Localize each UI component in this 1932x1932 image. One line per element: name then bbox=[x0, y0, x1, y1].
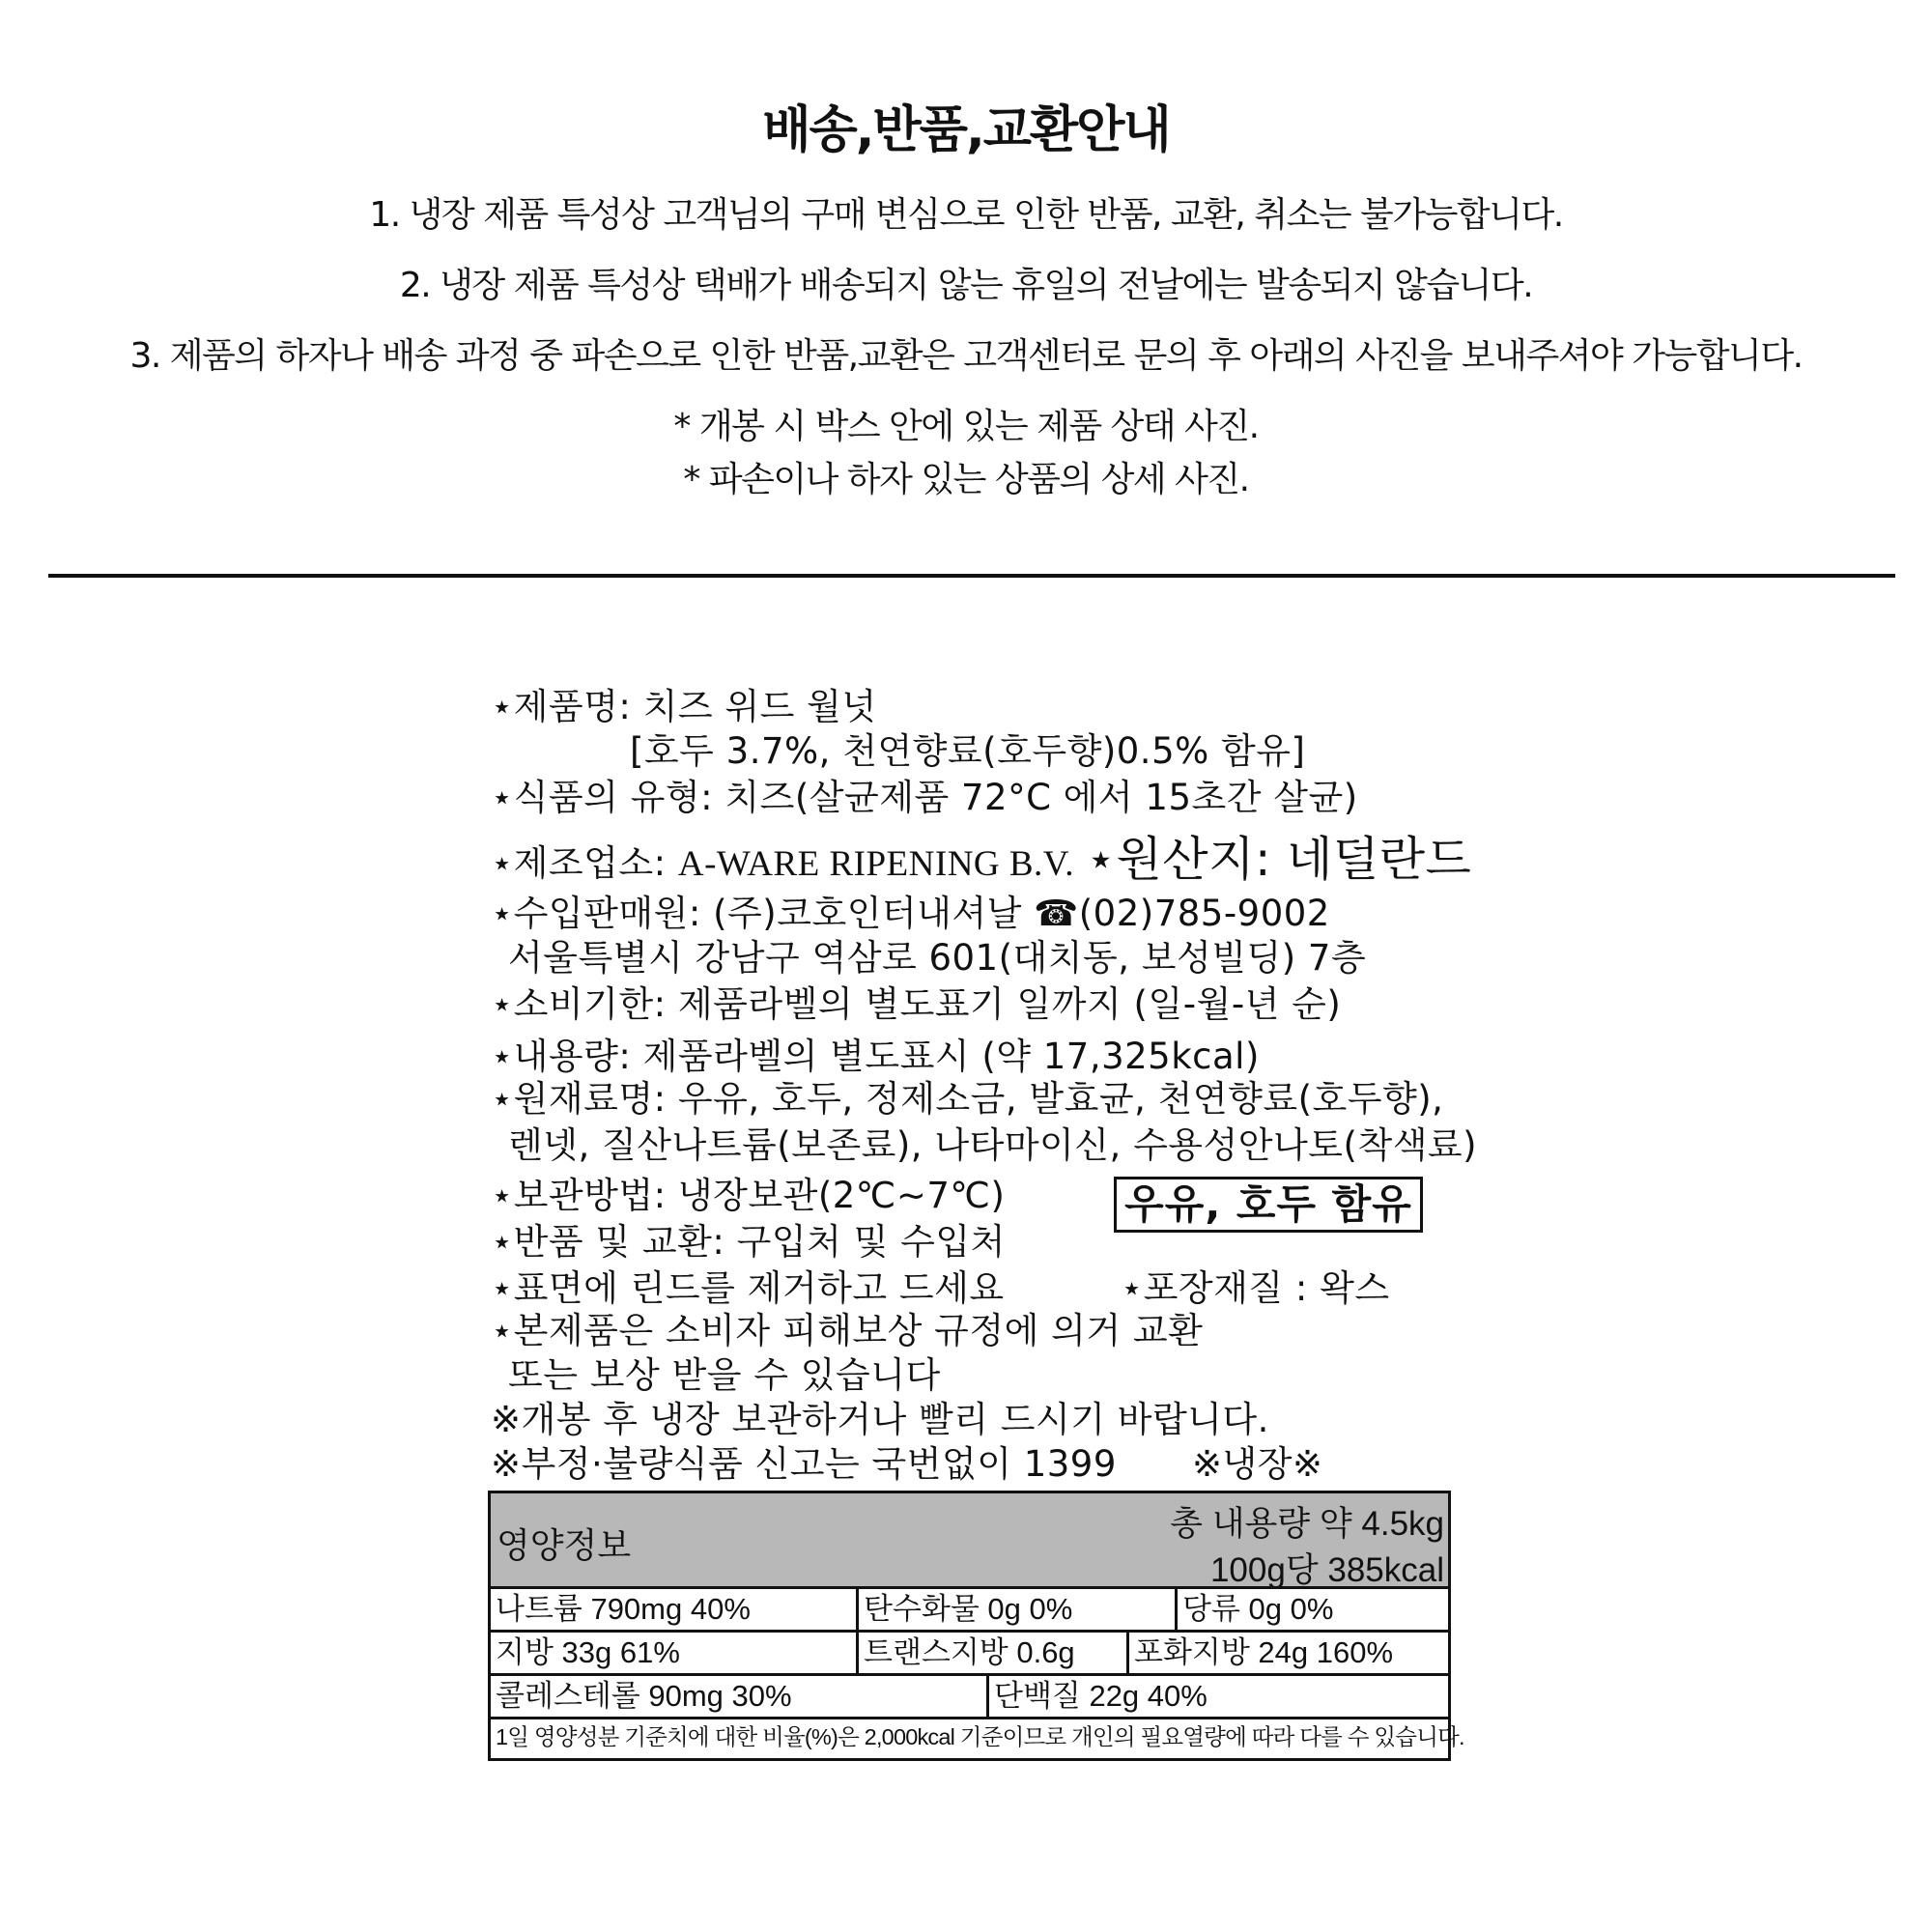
photo-requirement-1: * 개봉 시 박스 안에 있는 제품 상태 사진. bbox=[673, 407, 1259, 446]
notice-title: 배송,반품,교환안내 bbox=[762, 101, 1170, 159]
net-content: ⋆내용량: 제품라벨의 별도표시 (약 17,325kcal) bbox=[491, 1036, 1260, 1077]
report-hotline: ※부정·불량식품 신고는 국번없이 1399 bbox=[491, 1443, 1117, 1485]
nutrition-cell: 포화지방 24g 160% bbox=[1126, 1633, 1448, 1673]
compensation-line-1: ⋆본제품은 소비자 피해보상 규정에 의거 교환 bbox=[491, 1310, 1204, 1351]
nutrition-cell: 단백질 22g 40% bbox=[986, 1676, 1448, 1717]
notice-item-2: 2. 냉장 제품 특성상 택배가 배송되지 않는 휴일의 전날에는 발송되지 않습니다. bbox=[399, 266, 1533, 305]
refrigerated-mark: ※냉장※ bbox=[1192, 1443, 1323, 1485]
nutrition-cell: 트랜스지방 0.6g bbox=[856, 1633, 1126, 1673]
notice-item-3: 3. 제품의 하자나 배송 과정 중 파손으로 인한 반품,교환은 고객센터로 문의 후 아래의 사진을 보내주셔야 가능합니다. bbox=[129, 336, 1803, 376]
nutrition-row bbox=[491, 1633, 1448, 1676]
manufacturer-label: ⋆제조업소: bbox=[491, 842, 678, 884]
expiry-date: ⋆소비기한: 제품라벨의 별도표기 일까지 (일-월-년 순) bbox=[491, 983, 1342, 1025]
importer: ⋆수입판매원: (주)코호인터내셔날 ☎(02)785-9002 bbox=[491, 893, 1330, 934]
nutrition-cell: 지방 33g 61% bbox=[496, 1635, 680, 1669]
photo-requirement-2: * 파손이나 하자 있는 상품의 상세 사진. bbox=[683, 460, 1249, 499]
returns-exchange: ⋆반품 및 교환: 구입처 및 수입처 bbox=[491, 1221, 1006, 1263]
importer-address: 서울특별시 강남구 역삼로 601(대치동, 보성빌딩) 7층 bbox=[508, 937, 1367, 979]
nutrition-per-100g: 100g당 385kcal bbox=[1209, 1551, 1444, 1589]
nutrition-row bbox=[491, 1589, 1448, 1633]
nutrition-cell: 나트륨 790mg 40% bbox=[496, 1592, 751, 1626]
nutrition-header bbox=[491, 1493, 1448, 1589]
nutrition-footnote: 1일 영양성분 기준치에 대한 비율(%)은 2,000kcal 기준이므로 개인의 필요열량에 따라 다를 수 있습니다. bbox=[496, 1724, 1464, 1749]
storage-advice: ※개봉 후 냉장 보관하거나 빨리 드시기 바랍니다. bbox=[491, 1399, 1269, 1440]
nutrition-title: 영양정보 bbox=[497, 1525, 632, 1565]
manufacturer-name: A-WARE RIPENING B.V. bbox=[677, 844, 1075, 884]
rind-instruction: ⋆표면에 린드를 제거하고 드세요 bbox=[491, 1267, 1005, 1309]
compensation-line-2: 또는 보상 받을 수 있습니다 bbox=[508, 1354, 941, 1396]
storage-method: ⋆보관방법: 냉장보관(2℃~7℃) bbox=[491, 1175, 1006, 1216]
nutrition-cell: 탄수화물 0g 0% bbox=[856, 1589, 1175, 1630]
nutrition-total-content: 총 내용량 약 4.5kg bbox=[1170, 1505, 1444, 1543]
food-type: ⋆식품의 유형: 치즈(살균제품 72°C 에서 15초간 살균) bbox=[491, 777, 1358, 818]
allergen-badge: 우유, 호두 함유 bbox=[1114, 1177, 1423, 1233]
packaging-material: ⋆포장재질 : 왁스 bbox=[1121, 1267, 1390, 1309]
product-name-detail: [호두 3.7%, 천연향료(호두향)0.5% 함유] bbox=[630, 730, 1306, 772]
nutrition-table bbox=[488, 1491, 1464, 1761]
notice-item-1: 1. 냉장 제품 특성상 고객님의 구매 변심으로 인한 반품, 교환, 취소는 불가능합니다. bbox=[369, 195, 1563, 235]
ingredients-line-1: ⋆원재료명: 우유, 호두, 정제소금, 발효균, 천연향료(호두향), bbox=[491, 1078, 1444, 1120]
nutrition-row bbox=[491, 1676, 1448, 1719]
product-name: ⋆제품명: 치즈 위드 월넛 bbox=[491, 686, 877, 727]
country-of-origin: ⋆원산지: 네덜란드 bbox=[1086, 832, 1472, 887]
section-divider bbox=[48, 574, 1895, 578]
nutrition-cell: 콜레스테롤 90mg 30% bbox=[496, 1679, 792, 1713]
nutrition-cell: 당류 0g 0% bbox=[1175, 1589, 1448, 1630]
manufacturer-line bbox=[491, 832, 1472, 887]
ingredients-line-2: 렌넷, 질산나트륨(보존료), 나타마이신, 수용성안나토(착색료) bbox=[508, 1124, 1478, 1166]
